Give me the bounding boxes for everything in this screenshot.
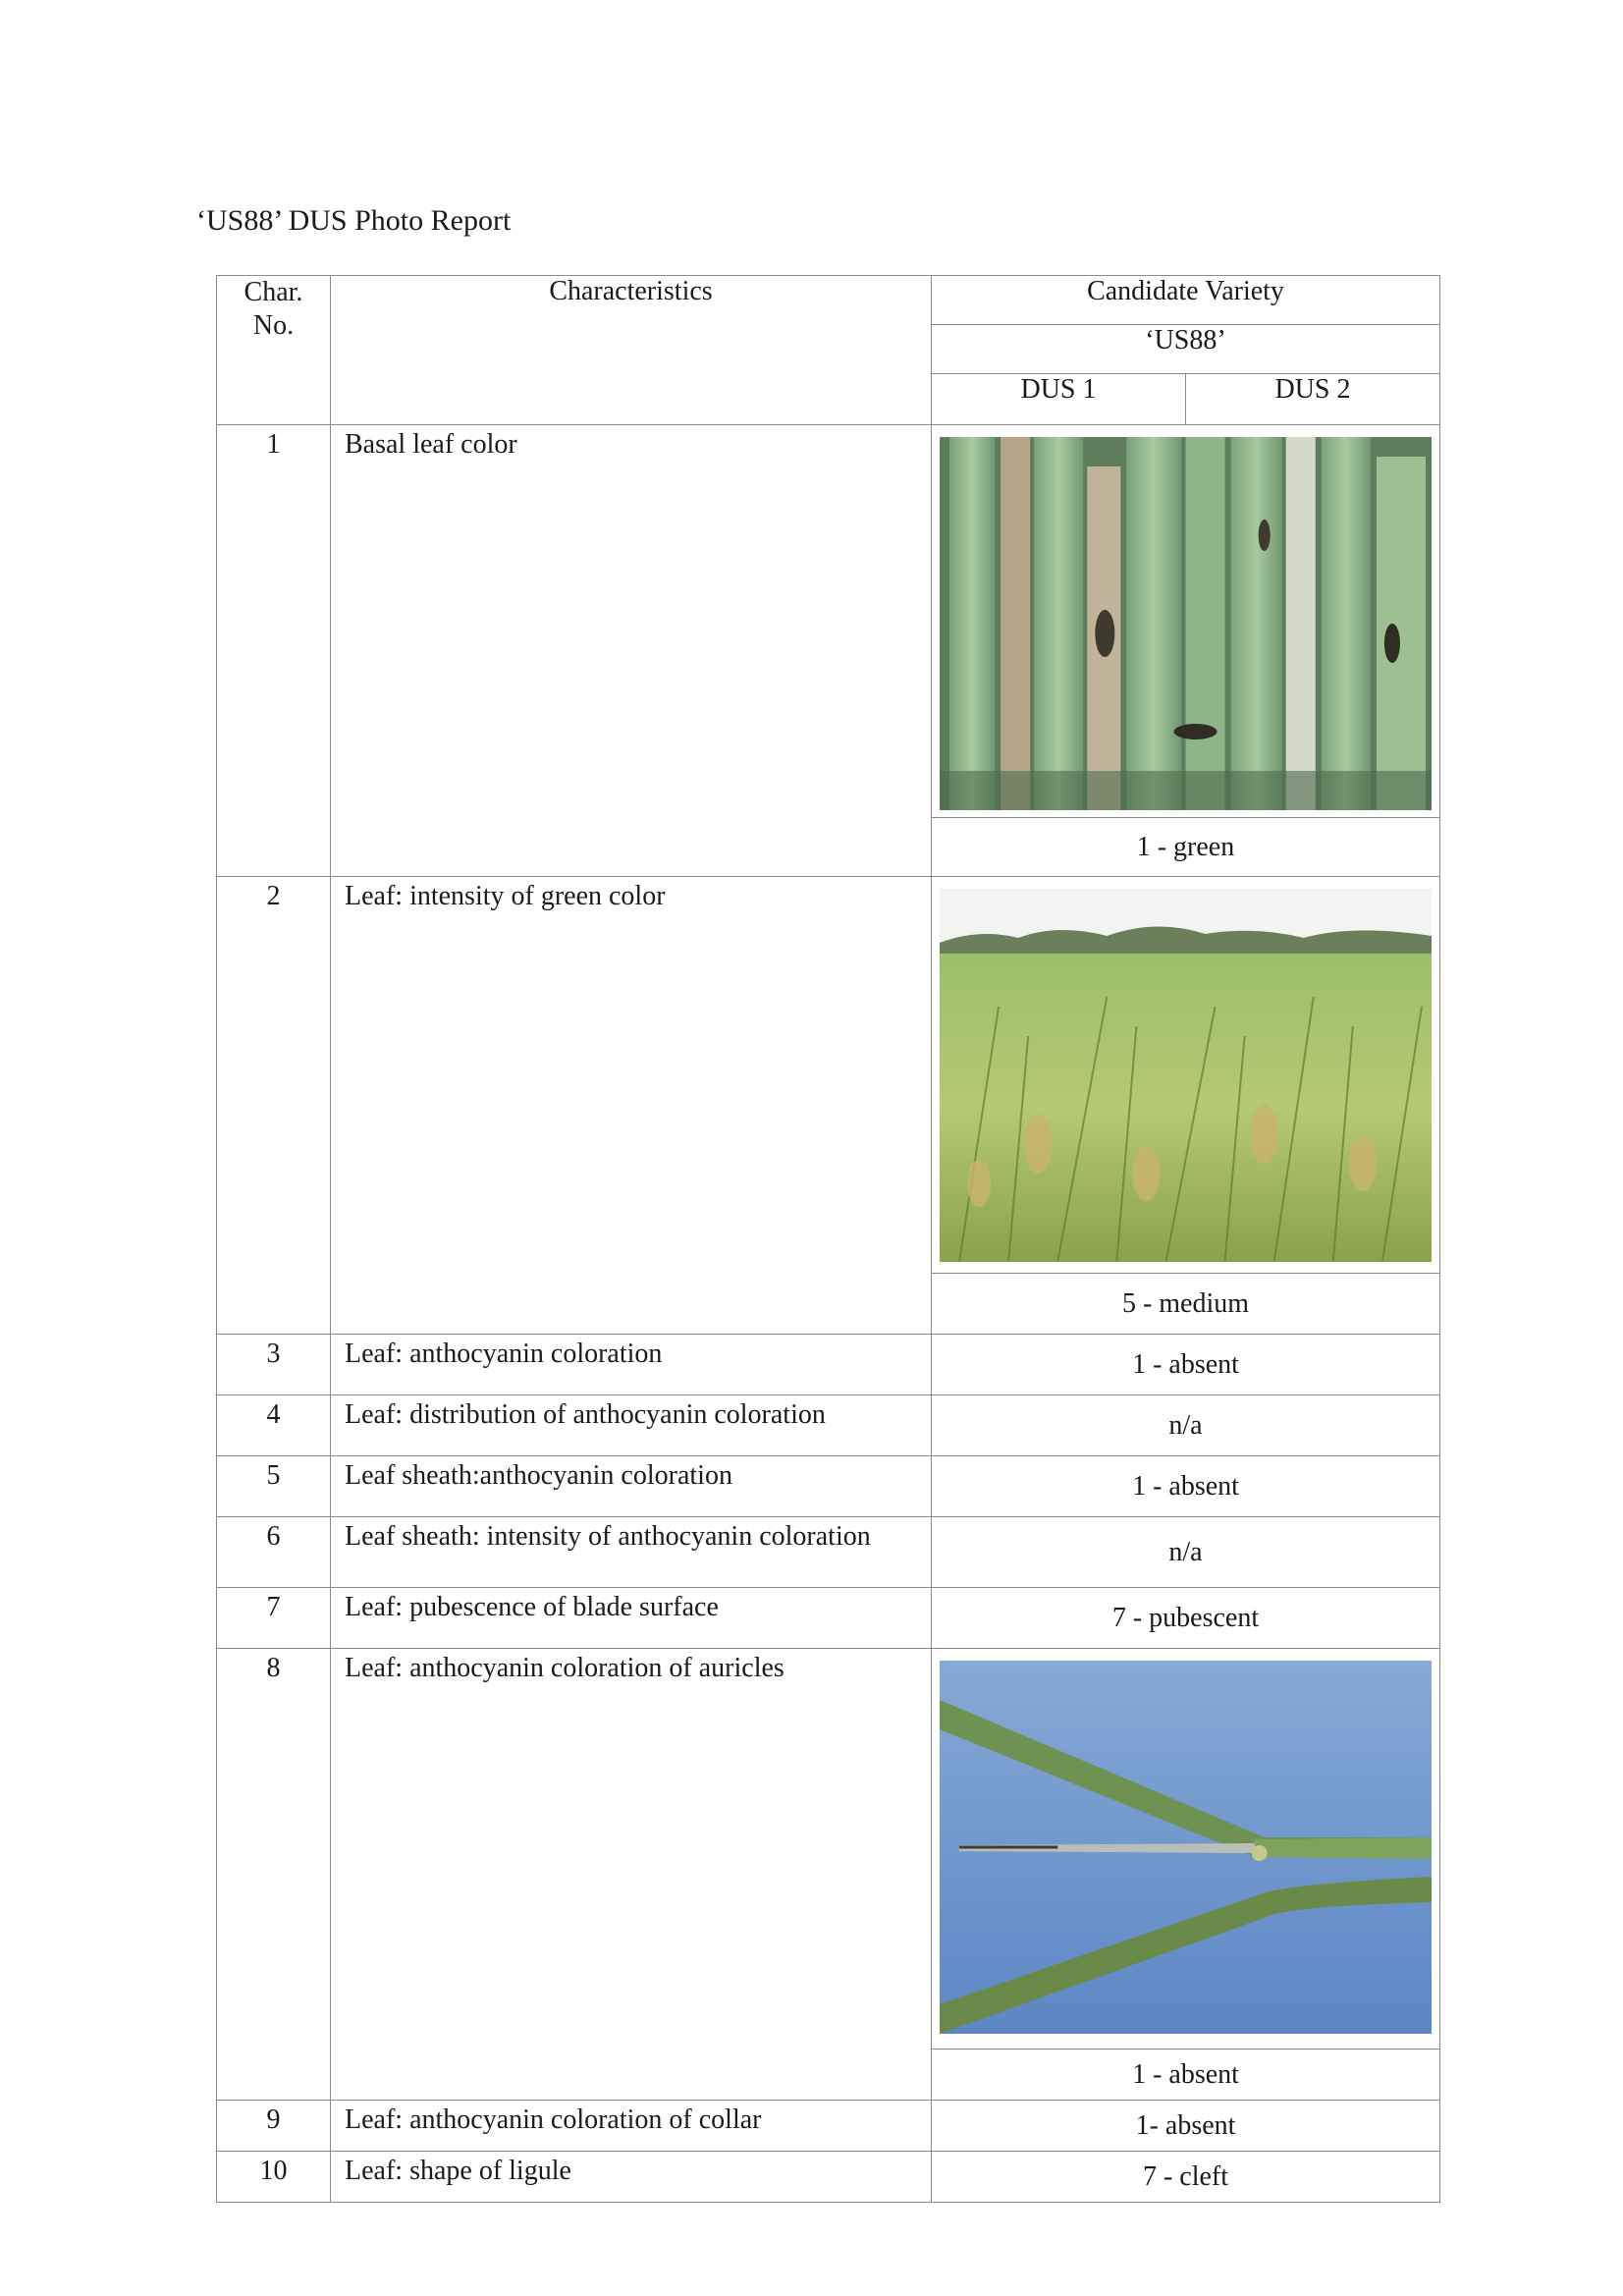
row-7-number: 7 bbox=[217, 1588, 331, 1649]
row-9-number: 9 bbox=[217, 2101, 331, 2152]
row-8-characteristic: Leaf: anthocyanin coloration of auricles bbox=[331, 1649, 932, 2101]
row-9-value: 1- absent bbox=[932, 2101, 1440, 2152]
header-char-no-label: Char. No. bbox=[243, 277, 303, 341]
row-2-number: 2 bbox=[217, 877, 331, 1335]
basal-leaf-photo bbox=[940, 437, 1432, 810]
row-5-characteristic: Leaf sheath:anthocyanin coloration bbox=[331, 1456, 932, 1517]
row-1-value: 1 - green bbox=[932, 818, 1440, 877]
header-variety-name: ‘US88’ bbox=[932, 325, 1440, 374]
row-4-value: n/a bbox=[932, 1395, 1440, 1456]
row-2-photo-cell bbox=[932, 877, 1440, 1274]
row-1-photo-cell bbox=[932, 425, 1440, 818]
row-3-characteristic: Leaf: anthocyanin coloration bbox=[331, 1335, 932, 1395]
row-4-characteristic: Leaf: distribution of anthocyanin coloration bbox=[331, 1395, 932, 1456]
auricle-photo bbox=[940, 1661, 1432, 2034]
dus-report-table bbox=[216, 275, 1440, 2203]
row-2-characteristic: Leaf: intensity of green color bbox=[331, 877, 932, 1335]
row-4-number: 4 bbox=[217, 1395, 331, 1456]
row-7-characteristic: Leaf: pubescence of blade surface bbox=[331, 1588, 932, 1649]
row-8-value: 1 - absent bbox=[932, 2050, 1440, 2101]
row-2-value: 5 - medium bbox=[932, 1274, 1440, 1335]
row-6-characteristic: Leaf sheath: intensity of anthocyanin coloration bbox=[331, 1517, 932, 1588]
header-char-no bbox=[217, 276, 331, 425]
row-3-value: 1 - absent bbox=[932, 1335, 1440, 1395]
header-dus2: DUS 2 bbox=[1186, 374, 1440, 425]
row-1-characteristic: Basal leaf color bbox=[331, 425, 932, 877]
row-7-value: 7 - pubescent bbox=[932, 1588, 1440, 1649]
row-9-characteristic: Leaf: anthocyanin coloration of collar bbox=[331, 2101, 932, 2152]
row-6-value: n/a bbox=[932, 1517, 1440, 1588]
row-5-value: 1 - absent bbox=[932, 1456, 1440, 1517]
row-8-photo-cell bbox=[932, 1649, 1440, 2050]
row-10-number: 10 bbox=[217, 2152, 331, 2203]
header-characteristics: Characteristics bbox=[331, 276, 932, 425]
row-10-characteristic: Leaf: shape of ligule bbox=[331, 2152, 932, 2203]
header-candidate-variety: Candidate Variety bbox=[932, 276, 1440, 325]
row-5-number: 5 bbox=[217, 1456, 331, 1517]
row-8-number: 8 bbox=[217, 1649, 331, 2101]
rice-field-photo bbox=[940, 889, 1432, 1262]
page-title: ‘US88’ DUS Photo Report bbox=[196, 204, 512, 237]
row-10-value: 7 - cleft bbox=[932, 2152, 1440, 2203]
header-dus1: DUS 1 bbox=[932, 374, 1186, 425]
row-6-number: 6 bbox=[217, 1517, 331, 1588]
row-1-number: 1 bbox=[217, 425, 331, 877]
row-3-number: 3 bbox=[217, 1335, 331, 1395]
